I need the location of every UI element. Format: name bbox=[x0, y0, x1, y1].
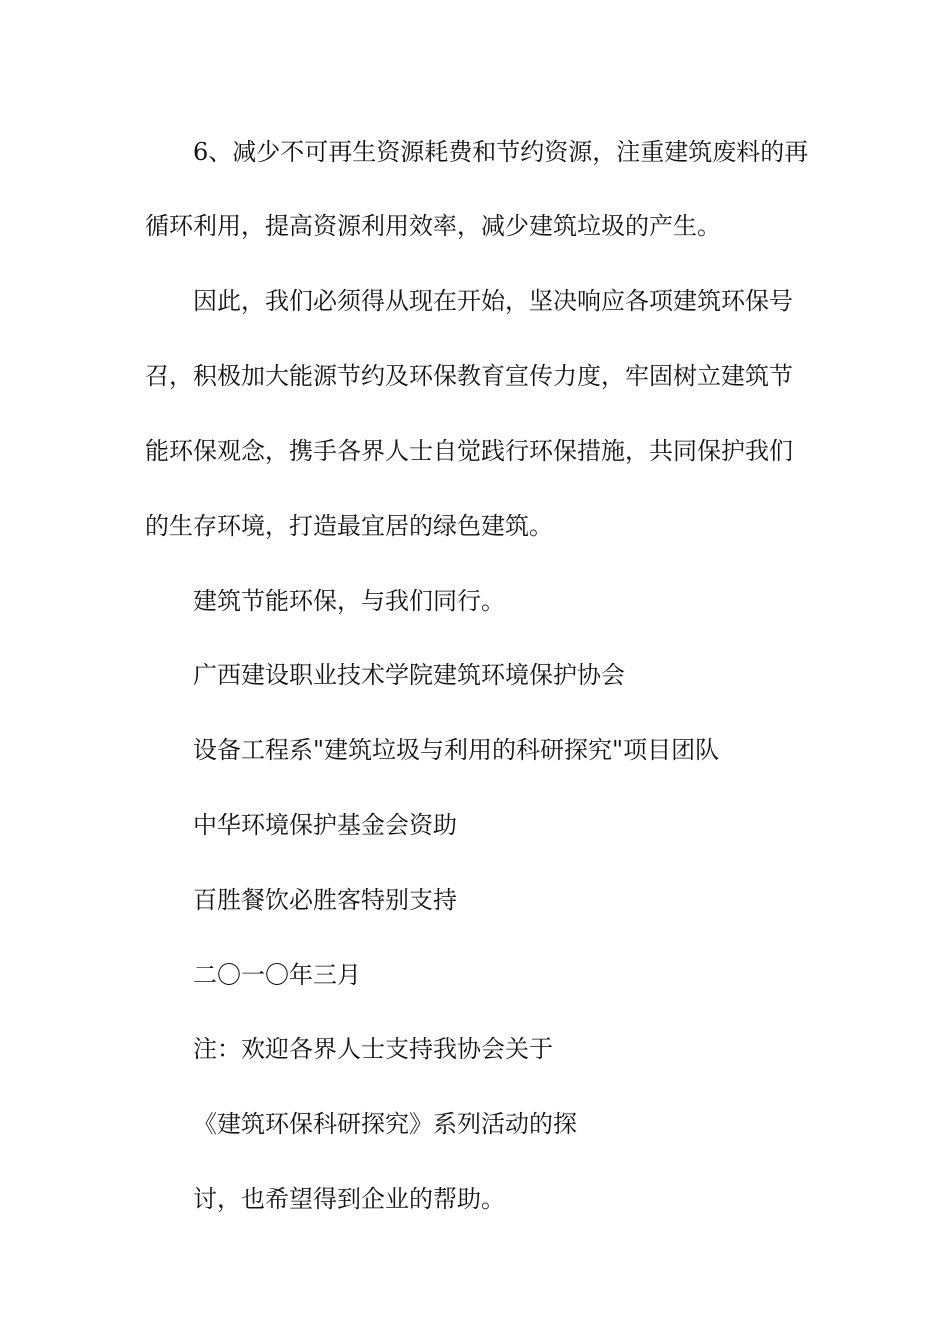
paragraph-2-line-4: 的生存环境，打造最宜居的绿色建筑。 bbox=[145, 512, 553, 540]
paragraph-1-line-1: 6、减少不可再生资源耗费和节约资源，注重建筑废料的再 bbox=[193, 138, 809, 166]
note-line-2: 《建筑环保科研探究》系列活动的探 bbox=[193, 1110, 577, 1138]
signature-funding: 中华环境保护基金会资助 bbox=[193, 811, 457, 839]
paragraph-1-line-2: 循环利用，提高资源利用效率，减少建筑垃圾的产生。 bbox=[145, 212, 721, 240]
signature-project-team: 设备工程系"建筑垃圾与利用的科研探究"项目团队 bbox=[193, 736, 720, 764]
slogan-line: 建筑节能环保，与我们同行。 bbox=[193, 587, 505, 615]
signature-date: 二〇一〇年三月 bbox=[193, 961, 361, 989]
note-line-3: 讨，也希望得到企业的帮助。 bbox=[193, 1185, 505, 1213]
signature-association: 广西建设职业技术学院建筑环境保护协会 bbox=[193, 661, 625, 689]
signature-sponsor: 百胜餐饮必胜客特别支持 bbox=[193, 886, 457, 914]
paragraph-2-line-3: 能环保观念，携手各界人士自觉践行环保措施，共同保护我们 bbox=[145, 437, 793, 465]
note-line-1: 注：欢迎各界人士支持我协会关于 bbox=[193, 1035, 553, 1063]
paragraph-2-line-1: 因此，我们必须得从现在开始，坚决响应各项建筑环保号 bbox=[193, 287, 793, 315]
paragraph-2-line-2: 召，积极加大能源节约及环保教育宣传力度，牢固树立建筑节 bbox=[145, 362, 793, 390]
